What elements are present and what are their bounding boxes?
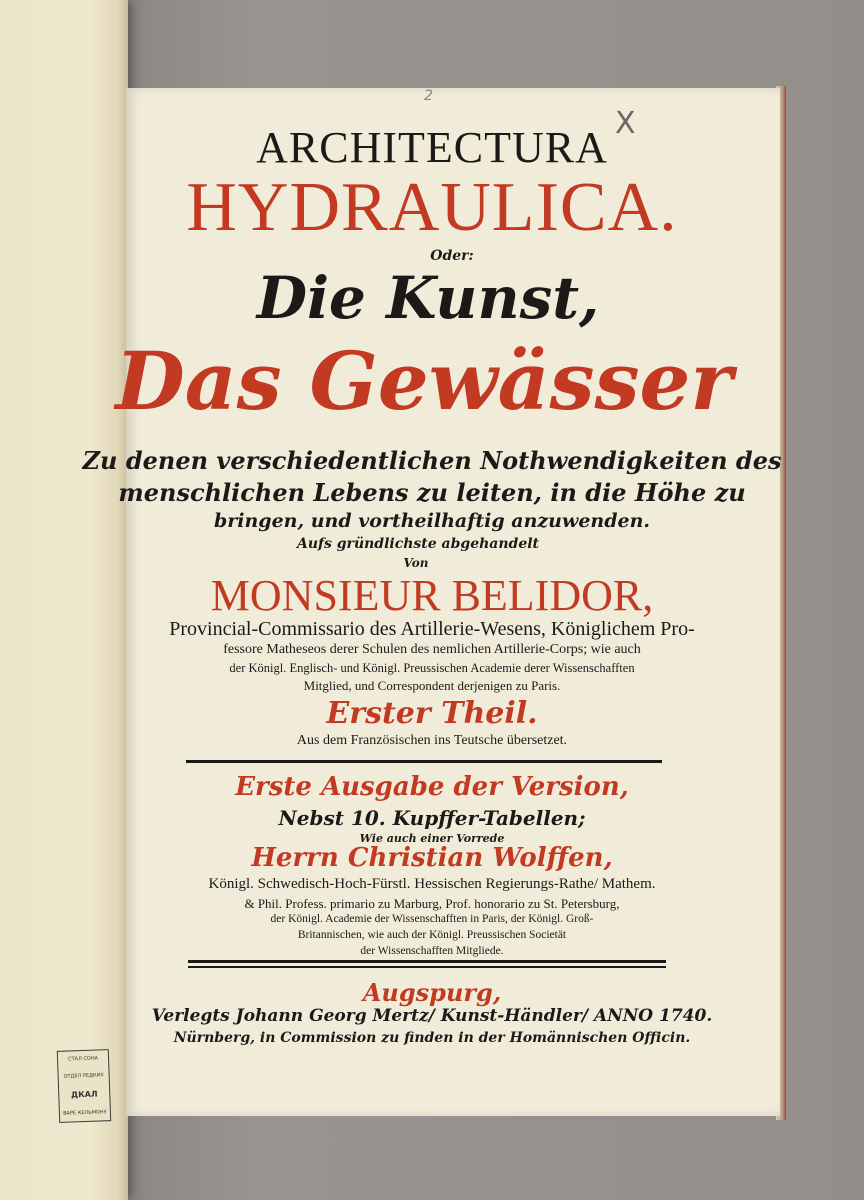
position-line-1: Provincial-Commissario des Artillerie-Wesens, Königlichem Pro- xyxy=(169,618,695,640)
pencil-page-number: 2 xyxy=(424,88,433,104)
wolff-name: Herrn Christian Wolffen, xyxy=(251,843,613,873)
von-label: Von xyxy=(403,556,429,570)
translation-line: Aus dem Französischen ins Teutsche übersetzet. xyxy=(296,733,568,748)
wolff-titles-3: der Königl. Academie der Wissenschafften in Paris, der Königl. Groß- xyxy=(270,913,594,925)
imprint-publisher: Verlegts Johann Georg Mertz/ Kunst-Händler/ ANNO 1740. xyxy=(151,1006,713,1026)
description-line-2: menschlichen Lebens zu leiten, in die Höhe zu xyxy=(118,478,746,507)
description-line-3: bringen, und vortheilhaftig anzuwenden. xyxy=(213,510,651,532)
wolff-titles-4: Britannischen, wie auch der Königl. Preussischen Societät xyxy=(297,929,567,941)
edition-line: Erste Ausgabe der Version, xyxy=(235,772,629,802)
divider-rule-upper xyxy=(186,760,662,763)
preface-line: Wie auch einer Vorrede xyxy=(359,832,505,845)
position-line-4: Mitglied, und Correspondent derjenigen zu Paris. xyxy=(303,678,561,693)
stamp-line: ВАРЕ КЕЛЬМОНУ xyxy=(63,1108,107,1117)
plates-line: Nebst 10. Kupffer-Tabellen; xyxy=(278,806,586,830)
oder-label: Oder: xyxy=(430,248,474,264)
imprint-city: Augspurg, xyxy=(362,978,502,1007)
library-stamp xyxy=(57,1049,111,1123)
position-line-3: der Königl. Englisch- und Königl. Preussischen Academie derer Wissenschafften xyxy=(229,661,635,675)
die-kunst: Die Kunst, xyxy=(256,264,600,332)
part-title: Erster Theil. xyxy=(326,696,538,731)
wolff-titles-1: Königl. Schwedisch-Hoch-Fürstl. Hessischen Regierungs-Rathe/ Mathem. xyxy=(208,876,656,892)
title-line-2: HYDRAULICA. xyxy=(186,169,678,246)
author-name: MONSIEUR BELIDOR, xyxy=(210,571,654,620)
position-line-2: fessore Matheseos derer Schulen des nemlichen Artillerie-Corps; wie auch xyxy=(223,642,641,657)
wolff-titles-5: der Wissenschafften Mitgliede. xyxy=(360,945,504,957)
stamp-line: СТАЛ СОНА xyxy=(68,1055,99,1063)
divider-rule-lower-2 xyxy=(188,966,666,968)
stamp-line: ОТДЕЛ РЕДКИХ xyxy=(63,1072,104,1080)
pencil-mark: X xyxy=(615,106,636,141)
title-line-1: ARCHITECTURA xyxy=(256,123,608,172)
das-gewasser: Das Gewässer xyxy=(115,334,733,428)
imprint-distribution: Nürnberg, in Commission zu finden in der Homännischen Officin. xyxy=(173,1030,691,1046)
description-line-1: Zu denen verschiedentlichen Nothwendigkeiten des xyxy=(82,446,782,475)
abgehandelt-line: Aufs gründlichste abgehandelt xyxy=(296,536,540,552)
divider-rule-lower-1 xyxy=(188,960,666,963)
stamp-line: ДКАЛ xyxy=(70,1089,98,1100)
wolff-titles-2: & Phil. Profess. primario zu Marburg, Prof. honorario zu St. Petersburg, xyxy=(244,896,620,911)
